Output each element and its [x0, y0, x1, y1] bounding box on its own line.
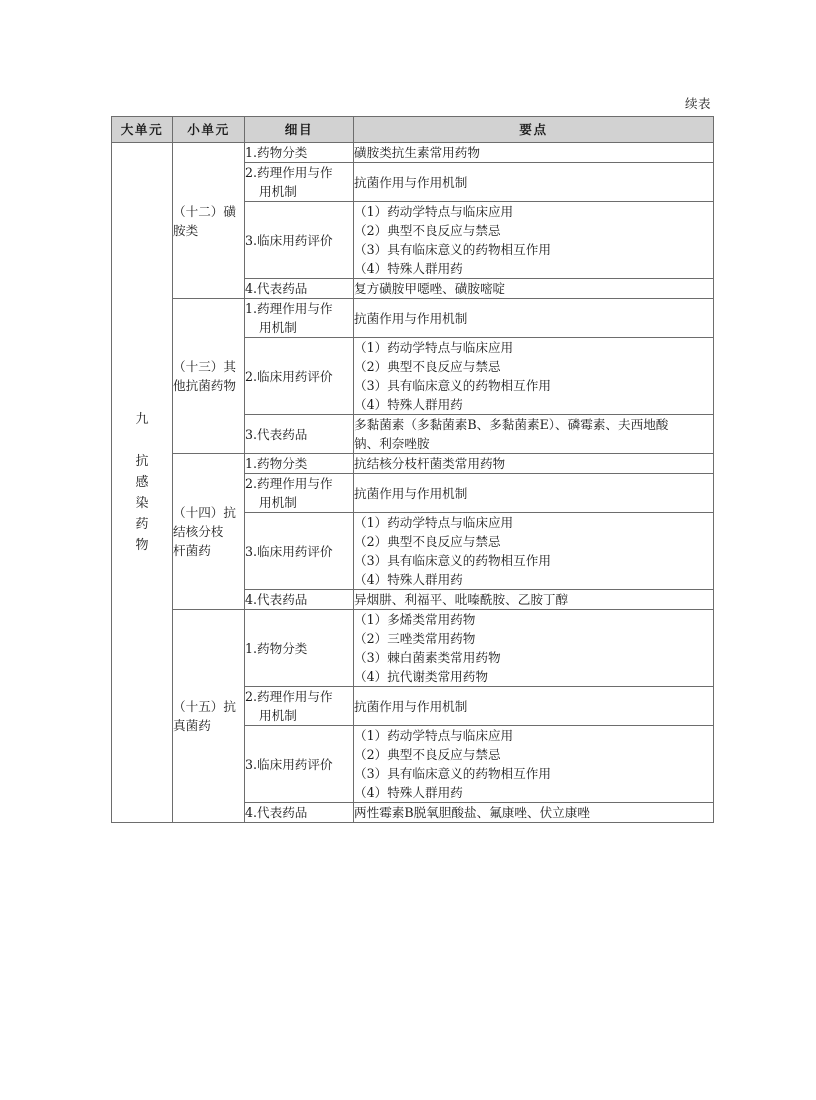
detail-line: 1.药物分类	[245, 456, 308, 471]
key-point-line: 抗菌作用与作用机制	[354, 174, 468, 190]
detail-cell	[245, 454, 354, 474]
syllabus-table	[111, 116, 714, 823]
key-point-line: 抗结核分枝杆菌类常用药物	[354, 456, 506, 471]
detail-line: 3.临床用药评价	[245, 543, 333, 559]
big-unit-cell	[112, 143, 173, 823]
sub-unit-cell	[173, 454, 245, 610]
detail-cell	[245, 590, 354, 610]
big-unit-name-char: 药	[135, 517, 149, 532]
detail-line: 1.药物分类	[245, 145, 308, 160]
key-point-line: 两性霉素B脱氧胆酸盐、氟康唑、伏立康唑	[354, 805, 590, 820]
continued-table-label: 续表	[684, 96, 711, 111]
detail-line: 3.临床用药评价	[245, 232, 333, 248]
detail-cell	[245, 687, 354, 726]
key-points-cell	[354, 338, 714, 415]
key-point-line: （4）特殊人群用药	[354, 397, 463, 412]
sub-unit-cell	[173, 299, 245, 454]
column-header-detail: 细目	[245, 117, 354, 143]
key-point-line: 抗菌作用与作用机制	[354, 485, 468, 501]
detail-cell	[245, 474, 354, 513]
detail-line: 4.代表药品	[245, 592, 308, 607]
key-point-line: 钠、利奈唑胺	[354, 436, 430, 451]
key-points-cell	[354, 726, 714, 803]
key-point-line: （2）典型不良反应与禁忌	[354, 534, 501, 549]
key-point-line: （2）典型不良反应与禁忌	[354, 223, 501, 238]
key-point-line: （1）药动学特点与临床应用	[354, 340, 514, 355]
detail-line: 用机制	[259, 320, 297, 335]
table-row	[112, 610, 714, 687]
key-point-line: （3）具有临床意义的药物相互作用	[354, 242, 551, 257]
sub-unit-label-line: （十二）磺	[173, 203, 236, 219]
key-points-cell	[354, 513, 714, 590]
table-header-row	[112, 117, 714, 143]
big-unit-name-char: 抗	[135, 454, 149, 469]
detail-cell	[245, 610, 354, 687]
key-points-cell	[354, 803, 714, 823]
big-unit-name-char: 感	[135, 475, 149, 490]
sub-unit-label-line: 他抗菌药物	[173, 378, 236, 393]
sub-unit-cell	[173, 610, 245, 823]
detail-cell	[245, 415, 354, 454]
sub-unit-label-line: 杆菌药	[173, 543, 211, 558]
key-point-line: （2）典型不良反应与禁忌	[354, 359, 501, 374]
key-point-line: 异烟肼、利福平、吡嗪酰胺、乙胺丁醇	[354, 592, 569, 607]
detail-line: 2.临床用药评价	[245, 368, 333, 384]
key-point-line: （1）药动学特点与临床应用	[354, 515, 514, 530]
key-point-line: （1）多烯类常用药物	[354, 612, 476, 627]
sub-unit-label-line: 真菌药	[173, 718, 211, 733]
sub-unit-label-line: （十三）其	[173, 359, 236, 374]
key-point-line: （4）特殊人群用药	[354, 261, 463, 276]
detail-line: 用机制	[259, 708, 297, 723]
sub-unit-label-line: 结核分枝	[173, 524, 224, 539]
detail-line: 1.药物分类	[245, 640, 308, 656]
column-header-sub-unit: 小单元	[173, 117, 245, 143]
detail-cell	[245, 143, 354, 163]
table-row	[112, 143, 714, 163]
key-point-line: （2）典型不良反应与禁忌	[354, 747, 501, 762]
table-body	[112, 143, 714, 823]
big-unit-name-char: 染	[135, 496, 149, 511]
table-header	[112, 117, 714, 143]
key-point-line: 抗菌作用与作用机制	[354, 698, 468, 714]
detail-line: 2.药理作用与作	[245, 165, 333, 180]
detail-cell	[245, 726, 354, 803]
detail-line: 用机制	[259, 495, 297, 510]
key-points-cell	[354, 279, 714, 299]
key-point-line: （1）药动学特点与临床应用	[354, 204, 514, 219]
detail-line: 2.药理作用与作	[245, 476, 333, 491]
key-point-line: 复方磺胺甲噁唑、磺胺嘧啶	[354, 281, 506, 296]
big-unit-name-char: 物	[135, 538, 149, 553]
detail-cell	[245, 299, 354, 338]
detail-cell	[245, 202, 354, 279]
key-point-line: 抗菌作用与作用机制	[354, 310, 468, 326]
detail-line: 1.药理作用与作	[245, 301, 333, 316]
key-point-line: （4）抗代谢类常用药物	[354, 669, 488, 684]
key-points-cell	[354, 454, 714, 474]
detail-cell	[245, 279, 354, 299]
sub-unit-label-line: （十五）抗	[173, 699, 236, 714]
big-unit-number: 九	[135, 412, 149, 427]
key-points-cell	[354, 202, 714, 279]
detail-line: 3.代表药品	[245, 426, 308, 442]
detail-cell	[245, 338, 354, 415]
key-point-line: （4）特殊人群用药	[354, 785, 463, 800]
key-point-line: 多黏菌素（多黏菌素B、多黏菌素E）、磷霉素、夫西地酸	[354, 417, 669, 432]
detail-line: 2.药理作用与作	[245, 689, 333, 704]
key-points-cell	[354, 687, 714, 726]
detail-cell	[245, 513, 354, 590]
key-point-line: （3）具有临床意义的药物相互作用	[354, 766, 551, 781]
detail-line: 4.代表药品	[245, 281, 308, 296]
key-point-line: （2）三唑类常用药物	[354, 631, 476, 646]
sub-unit-label-line: （十四）抗	[173, 505, 236, 520]
key-points-cell	[354, 143, 714, 163]
column-header-big-unit: 大单元	[112, 117, 173, 143]
key-points-cell	[354, 163, 714, 202]
key-point-line: 磺胺类抗生素常用药物	[354, 145, 480, 160]
column-header-key-points: 要点	[354, 117, 714, 143]
key-points-cell	[354, 299, 714, 338]
key-point-line: （4）特殊人群用药	[354, 572, 463, 587]
key-points-cell	[354, 590, 714, 610]
table-row	[112, 299, 714, 338]
table-sheet	[111, 96, 713, 823]
key-points-cell	[354, 415, 714, 454]
key-points-cell	[354, 474, 714, 513]
detail-cell	[245, 803, 354, 823]
detail-line: 用机制	[259, 184, 297, 199]
key-point-line: （1）药动学特点与临床应用	[354, 728, 514, 743]
key-points-cell	[354, 610, 714, 687]
key-point-line: （3）棘白菌素类常用药物	[354, 650, 501, 665]
key-point-line: （3）具有临床意义的药物相互作用	[354, 378, 551, 393]
sub-unit-label-line: 胺类	[173, 222, 199, 238]
detail-line: 3.临床用药评价	[245, 756, 333, 772]
detail-line: 4.代表药品	[245, 805, 308, 820]
sub-unit-cell	[173, 143, 245, 299]
detail-cell	[245, 163, 354, 202]
key-point-line: （3）具有临床意义的药物相互作用	[354, 553, 551, 568]
table-row	[112, 454, 714, 474]
